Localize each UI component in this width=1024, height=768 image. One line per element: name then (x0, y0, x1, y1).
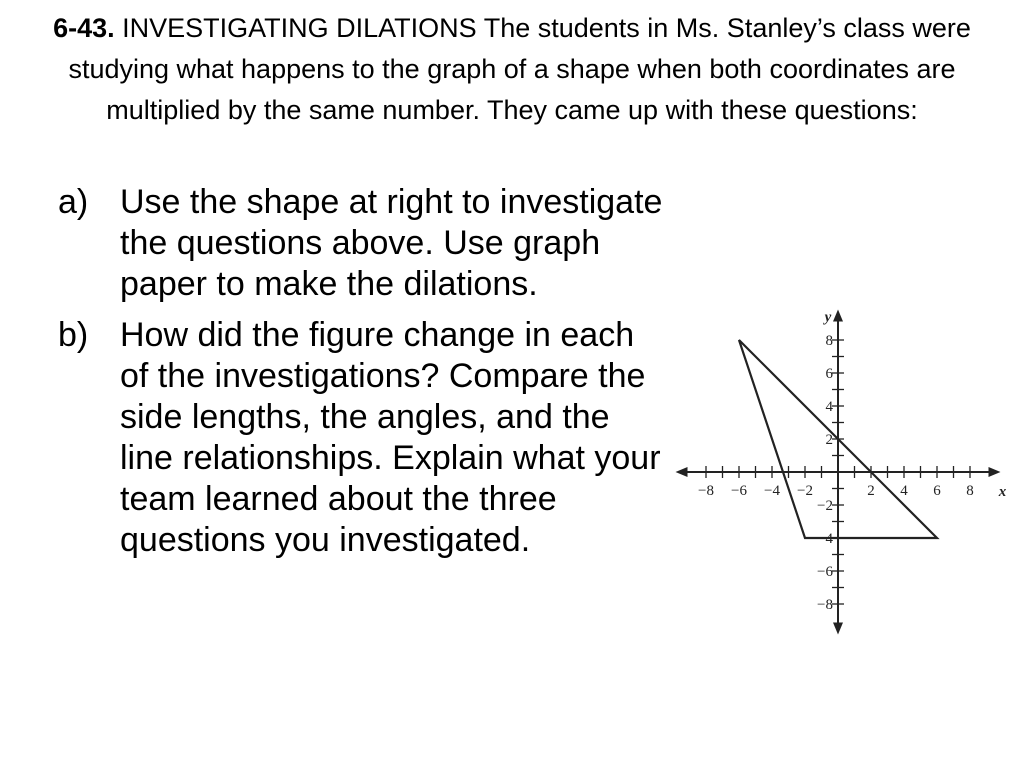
coordinate-graph (680, 290, 1007, 660)
y-tick-label: −8 (817, 597, 833, 613)
question-a-marker: a) (58, 183, 89, 221)
x-tick-label: −4 (764, 483, 780, 499)
x-tick-label: 6 (933, 483, 941, 499)
y-tick-label: −4 (817, 531, 833, 547)
y-axis-arrow-down (833, 623, 843, 635)
x-tick-label: 4 (900, 483, 908, 499)
y-axis-label: y (824, 309, 832, 326)
question-a-text: Use the shape at right to investigate the questions above. Use graph paper to make the dilations. (120, 183, 663, 303)
y-axis-arrow-up (833, 310, 843, 322)
x-tick-label: 8 (966, 483, 974, 499)
problem-intro-text: INVESTIGATING DILATIONS The students in Ms. Stanley’s class were studying what happens to the graph of a shape when both coordinates are multiplied by the same number. They came up with these questions: (68, 13, 971, 125)
x-tick-label: 2 (867, 483, 875, 499)
problem-header (40, 8, 984, 131)
question-b (58, 315, 670, 561)
x-axis-label: x (998, 484, 1007, 500)
y-tick-label: 2 (825, 432, 833, 448)
x-tick-label: −6 (731, 483, 747, 499)
y-tick-label: −6 (817, 564, 833, 580)
question-b-text: How did the figure change in each of the investigations? Compare the side lengths, the angles, and the line relationships. Explain what your team learned about the three questions you investigated. (120, 316, 661, 559)
y-tick-label: 8 (825, 333, 833, 349)
y-tick-label: 6 (825, 366, 833, 382)
x-axis-arrow-right (989, 467, 1001, 477)
x-tick-label: −2 (797, 483, 813, 499)
question-b-marker: b) (58, 316, 89, 354)
problem-number: 6-43. (53, 13, 115, 43)
x-tick-label: −8 (698, 483, 714, 499)
y-tick-label: −2 (817, 498, 833, 514)
y-tick-label: 4 (825, 399, 833, 415)
question-list (58, 182, 698, 571)
question-a (58, 182, 690, 305)
